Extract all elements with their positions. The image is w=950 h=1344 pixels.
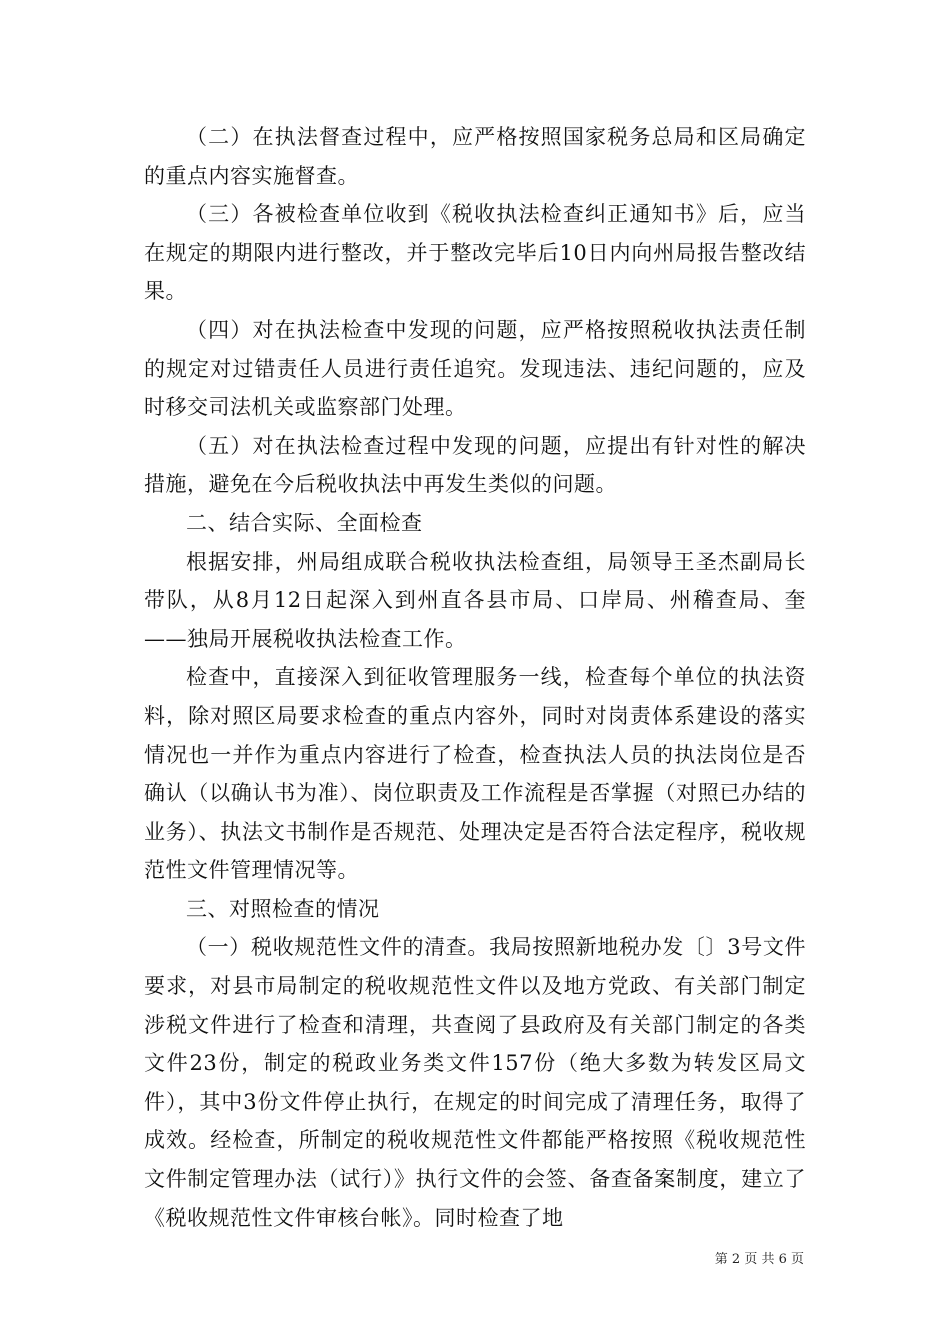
paragraph-normative-docs: （一）税收规范性文件的清查。我局按照新地税办发〔〕3号文件要求，对县市局制定的税收规范性文件以及地方党政、有关部门制定涉税文件进行了检查和清理，共查阅了县政府及有关部门制定的各类文件23份，制定的税政业务类文件157份（绝大多数为转发区局文件），其中3份文件停止执行，在规定的时间完成了清理任务，取得了成效。经检查，所制定的税收规范性文件都能严格按照《税收规范性文件制定管理办法（试行）》执行文件的会签、备查备案制度，建立了《税收规范性文件审核台帐》。同时检查了地	[144, 935, 806, 1230]
paragraph-4: （四）对在执法检查中发现的问题，应严格按照税收执法责任制的规定对过错责任人员进行责任追究。发现违法、违纪问题的，应及时移交司法机关或监察部门处理。	[144, 317, 806, 420]
page-number: 第 2 页 共 6 页	[714, 1252, 804, 1267]
paragraph-3: （三）各被检查单位收到《税收执法检查纠正通知书》后，应当在规定的期限内进行整改，并于整改完毕后10日内向州局报告整改结果。	[144, 202, 806, 304]
section-heading-2: 二、结合实际、全面检查	[186, 510, 423, 535]
paragraph-arrangement: 根据安排，州局组成联合税收执法检查组，局领导王圣杰副局长带队，从8月12日起深入到州直各县市局、口岸局、州稽查局、奎——独局开展税收执法检查工作。	[144, 549, 806, 651]
paragraph-inspection: 检查中，直接深入到征收管理服务一线，检查每个单位的执法资料，除对照区局要求检查的重点内容外，同时对岗责体系建设的落实情况也一并作为重点内容进行了检查，检查执法人员的执法岗位是否确认（以确认书为准）、岗位职责及工作流程是否掌握（对照已办结的业务）、执法文书制作是否规范、处理决定是否符合法定程序，税收规范性文件管理情况等。	[144, 665, 806, 883]
paragraph-2: （二）在执法督查过程中，应严格按照国家税务总局和区局确定的重点内容实施督查。	[144, 125, 806, 188]
paragraph-5: （五）对在执法检查过程中发现的问题，应提出有针对性的解决措施，避免在今后税收执法中再发生类似的问题。	[144, 433, 806, 497]
document-body	[144, 118, 806, 1237]
section-heading-3: 三、对照检查的情况	[186, 896, 380, 921]
